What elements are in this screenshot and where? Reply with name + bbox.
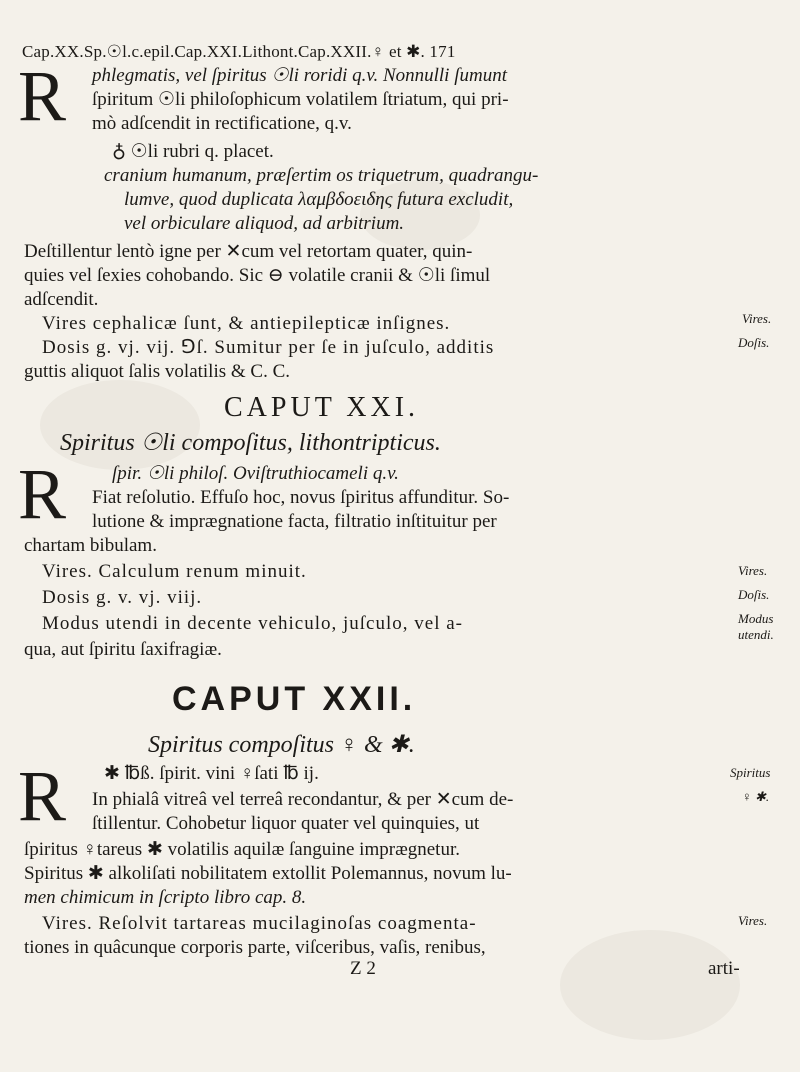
text-line: Spiritus ✱ alkoliſati nobilitatem extollit Polemannus, novum lu- <box>24 863 512 884</box>
text-line: ſpiritum ☉li philoſophicum volatilem ſtriatum, qui pri- <box>92 89 509 110</box>
text-line: qua, aut ſpiritu ſaxifragiæ. <box>24 639 222 660</box>
text-line: ſpir. ☉li philoſ. Oviſtruthiocameli q.v. <box>112 463 399 484</box>
drop-cap: R <box>18 454 67 534</box>
text-line: ſtillentur. Cohobetur liquor quater vel quinquies, ut <box>92 813 480 834</box>
text-line: Fiat reſolutio. Effuſo hoc, novus ſpiritus affunditur. So- <box>92 487 510 508</box>
margin-note: Vires. <box>742 311 772 326</box>
text-line: chartam bibulam. <box>24 535 157 556</box>
text-line: guttis aliquot ſalis volatilis & C. C. <box>24 361 291 382</box>
paper-stain <box>560 930 740 1040</box>
catchword: arti- <box>708 958 740 979</box>
text-line: In phialâ vitreâ vel terreâ recondantur, & per ✕cum de- <box>92 789 514 810</box>
drop-cap: R <box>18 756 67 836</box>
margin-note: utendi. <box>738 627 774 642</box>
text-line: mò adſcendit in rectificatione, q.v. <box>92 113 352 134</box>
chapter-heading: CAPUT XXI. <box>224 392 420 423</box>
text-line: lutione & imprægnatione facta, filtratio inſtituitur per <box>92 511 497 532</box>
text-line: tiones in quâcunque corporis parte, viſceribus, vaſis, renibus, <box>24 937 486 958</box>
text-line: Vires. Calculum renum minuit. <box>42 561 307 582</box>
chapter-heading: CAPUT XXII. <box>172 680 417 718</box>
text-line: men chimicum in ſcripto libro cap. 8. <box>24 887 307 908</box>
text-line: ſpiritus ♀tareus ✱ volatilis aquilæ ſanguine imprægnetur. <box>24 839 460 860</box>
margin-note: Spiritus <box>730 765 771 780</box>
text-line: Dosis g. vj. vij. ⅁ſ. Sumitur per ſe in juſculo, additis <box>42 337 495 358</box>
margin-note: Vires. <box>738 563 768 578</box>
text-line: Dosis g. v. vj. viij. <box>42 587 203 608</box>
chapter-title: Spiritus compoſitus ♀ & ✱. <box>148 732 415 758</box>
signature-mark: Z 2 <box>350 958 376 979</box>
text-line: ♁ ☉li rubri q. placet. <box>112 141 274 162</box>
running-head: Cap.XX.Sp.☉l.c.epil.Cap.XXI.Lithont.Cap.XXII.♀ et ✱. 171 <box>22 42 456 61</box>
margin-note: Doſis. <box>738 335 770 350</box>
text-line: ✱ ℔ß. ſpirit. vini ♀ſati ℔ ij. <box>104 763 319 784</box>
text-line: Modus utendi in decente vehiculo, juſculo, vel a- <box>42 613 463 634</box>
text-line: Vires cephalicæ ſunt, & antiepilepticæ inſignes. <box>42 313 451 334</box>
text-line: cranium humanum, præſertim os triquetrum, quadrangu- <box>104 165 539 186</box>
text-line: quies vel ſexies cohobando. Sic ⊖ volatile cranii & ☉li ſimul <box>24 265 491 286</box>
chapter-title: Spiritus ☉li compoſitus, lithontripticus. <box>60 430 441 456</box>
text-line: Deſtillentur lentò igne per ✕cum vel retortam quater, quin- <box>24 241 473 262</box>
text-line: Vires. Reſolvit tartareas mucilaginoſas coagmenta- <box>42 913 477 934</box>
drop-cap: R <box>18 56 67 136</box>
text-line: adſcendit. <box>24 289 99 310</box>
text-line: lumve, quod duplicata λαμβδοειδης futura excludit, <box>124 189 514 210</box>
margin-note: Vires. <box>738 913 768 928</box>
margin-note: ♀ ✱. <box>742 789 770 804</box>
margin-note: Doſis. <box>738 587 770 602</box>
text-line: phlegmatis, vel ſpiritus ☉li roridi q.v. Nonnulli ſumunt <box>92 65 507 86</box>
margin-note: Modus <box>738 611 774 626</box>
text-line: vel orbiculare aliquod, ad arbitrium. <box>124 213 405 234</box>
